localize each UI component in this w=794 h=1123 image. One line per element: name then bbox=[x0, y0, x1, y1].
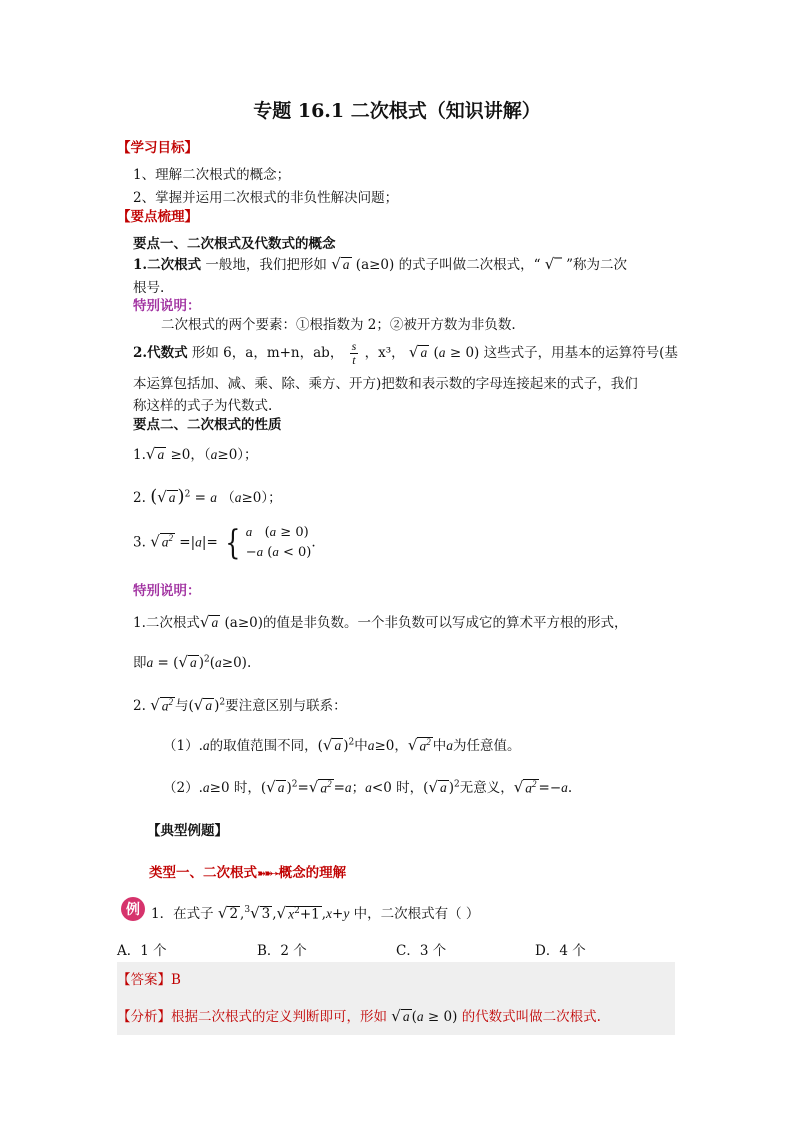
goal-item-2: 2、掌握并运用二次根式的非负性解决问题； bbox=[133, 190, 399, 206]
note2-item2-label: 2. bbox=[133, 698, 146, 714]
page-title: 专题 16.1 二次根式（知识讲解） bbox=[253, 100, 541, 122]
sqrt-definition-line bbox=[133, 253, 627, 273]
def-text-a: 一般地，我们把形如 bbox=[205, 257, 327, 273]
property-2-text: （ bbox=[221, 490, 235, 506]
alg-text-b: ，x³， bbox=[364, 345, 405, 362]
point1-heading: 要点一、二次根式及代数式的概念 bbox=[133, 236, 336, 252]
property-2-end: ≥0）； bbox=[241, 490, 282, 506]
goal-item-1: 1、理解二次根式的概念； bbox=[133, 167, 291, 183]
question-1-a: 1．在式子 bbox=[151, 906, 214, 922]
property-2: 2. (√ a )$^2$ = a （a≥0）； bbox=[133, 486, 282, 507]
type1-heading-b: 概念的理解 bbox=[278, 865, 347, 881]
sqrt-a-formula: √ a bbox=[331, 255, 350, 273]
option-d[interactable]: D．4 个 bbox=[535, 943, 586, 959]
note2-sub2: （2）.a≥0 时，(√ a )$^2$=√ $a^2 =a$；a<0 时，(√ a )$^2$无意义，√ $a^2 =-a$. bbox=[163, 778, 573, 796]
double-arrow-icon: ➽➽➛ bbox=[257, 867, 279, 880]
sub1-e: 中 bbox=[432, 738, 447, 754]
piecewise-cases: { a (a ≥ 0) −a (a < 0) bbox=[225, 522, 312, 563]
analysis-line: 【分析】根据二次根式的定义判断即可，形如 √ a (a ≥ 0) 的代数式叫做二次根式. bbox=[117, 1007, 601, 1025]
sub1-c: 中 bbox=[354, 738, 368, 754]
property-1: 1.√ a ≥0，（a≥0）； bbox=[133, 445, 258, 463]
section-goals: 【学习目标】 bbox=[117, 140, 198, 156]
note2-item2: 2. √ $a^2$ 与(√ a )$^2$要注意区别与联系： bbox=[133, 696, 347, 714]
example-badge-icon: 例 bbox=[121, 897, 145, 921]
option-c[interactable]: C．3 个 bbox=[396, 943, 447, 959]
alg-label: 2.代数式 bbox=[133, 345, 188, 362]
option-b[interactable]: B．2 个 bbox=[257, 943, 307, 959]
note2-line2-a: 即 bbox=[133, 655, 147, 671]
sub2-b: ≥0 时， bbox=[209, 780, 261, 796]
def-label: 1.二次根式 bbox=[133, 257, 202, 273]
sqrt-a-nonneg: √ a (a ≥ 0) bbox=[408, 343, 480, 362]
sub2-c: ； bbox=[351, 780, 366, 796]
property-3-label: 3. bbox=[133, 534, 146, 551]
special-note-2: 特别说明： bbox=[133, 583, 201, 599]
question-1-b: 中，二次根式有（ ） bbox=[353, 906, 480, 922]
property-1-end: ≥0）； bbox=[217, 447, 258, 463]
answer-label: 【答案】 bbox=[117, 972, 171, 988]
alg-text-c: 这些式子，用基本的运算符号(基 bbox=[483, 345, 678, 362]
analysis-b: 的代数式叫做二次根式. bbox=[461, 1009, 601, 1025]
property-1-text: ≥0，（ bbox=[170, 447, 211, 463]
answer-line bbox=[117, 968, 181, 988]
section-examples: 【典型例题】 bbox=[147, 823, 228, 839]
special-note-1: 特别说明： bbox=[133, 298, 201, 314]
radical-sign-icon: √‾ bbox=[544, 255, 562, 273]
note2-item2-text: 要注意区别与联系： bbox=[225, 698, 347, 714]
note2-line1-a: 1.二次根式 bbox=[133, 615, 200, 631]
def-line2: 根号. bbox=[133, 280, 165, 296]
def-text-b: 的式子叫做二次根式，“ bbox=[398, 257, 541, 273]
analysis-a: 根据二次根式的定义判断即可，形如 bbox=[171, 1009, 387, 1025]
def-text-c: ”称为二次 bbox=[566, 257, 628, 273]
question-1: 1．在式子 √ 2 ,$^3$√ 3 ,√ $x^2+1$ ,x+y 中，二次根式有（ ） bbox=[151, 904, 480, 922]
property-1-label: 1. bbox=[133, 447, 146, 463]
sub1-b: 的取值范围不同， bbox=[209, 738, 318, 754]
sub2-a: （2）. bbox=[163, 780, 203, 796]
special-note-1-text: 二次根式的两个要素：①根指数为 2；②被开方数为非负数. bbox=[161, 317, 516, 333]
sub1-d: ≥0， bbox=[374, 738, 408, 754]
analysis-label: 【分析】 bbox=[117, 1009, 171, 1025]
alg-line2: 本运算包括加、减、乘、除、乘方、开方)把数和表示数的字母连接起来的式子，我们 bbox=[133, 376, 638, 392]
alg-text-a: 形如 6，a，m+n，ab， bbox=[191, 345, 344, 362]
section-key-points: 【要点梳理】 bbox=[117, 209, 198, 225]
sub1-a: （1）. bbox=[163, 738, 203, 754]
property-2-label: 2. bbox=[133, 490, 146, 506]
answer-value: B bbox=[171, 972, 181, 988]
sub1-f: 为任意值。 bbox=[452, 738, 521, 754]
note2-line2: 即a = (√ a )$^2$(a≥0). bbox=[133, 653, 252, 671]
def-condition: (a≥0) bbox=[355, 257, 395, 273]
alg-line3: 称这样的式子为代数式. bbox=[133, 398, 273, 414]
option-a[interactable]: A．1 个 bbox=[117, 943, 167, 959]
point2-heading: 要点二、二次根式的性质 bbox=[133, 417, 282, 433]
note2-line1: 1.二次根式√ a (a≥0)的值是非负数。一个非负数可以写成它的算术平方根的形式， bbox=[133, 613, 628, 631]
algebraic-expression-line bbox=[133, 340, 678, 367]
type1-heading bbox=[149, 861, 346, 881]
fraction-s-over-t: $\frac{s}{t}$ bbox=[351, 339, 357, 368]
sub2-d: <0 时， bbox=[371, 780, 424, 796]
type1-heading-a: 类型一、二次根式 bbox=[149, 865, 257, 881]
note2-and: 与 bbox=[175, 698, 189, 714]
note2-sub1: （1）.a的取值范围不同，(√ a )$^2$中a≥0，√ $a^2$ 中a为任意值。 bbox=[163, 736, 521, 754]
property-3: 3. √ $a^2 =|a|=$ { a (a ≥ 0) −a (a < 0) . bbox=[133, 522, 316, 563]
note2-line1-b: (a≥0)的值是非负数。一个非负数可以写成它的算术平方根的形式， bbox=[224, 615, 628, 631]
sub2-e: 无意义， bbox=[459, 780, 514, 796]
